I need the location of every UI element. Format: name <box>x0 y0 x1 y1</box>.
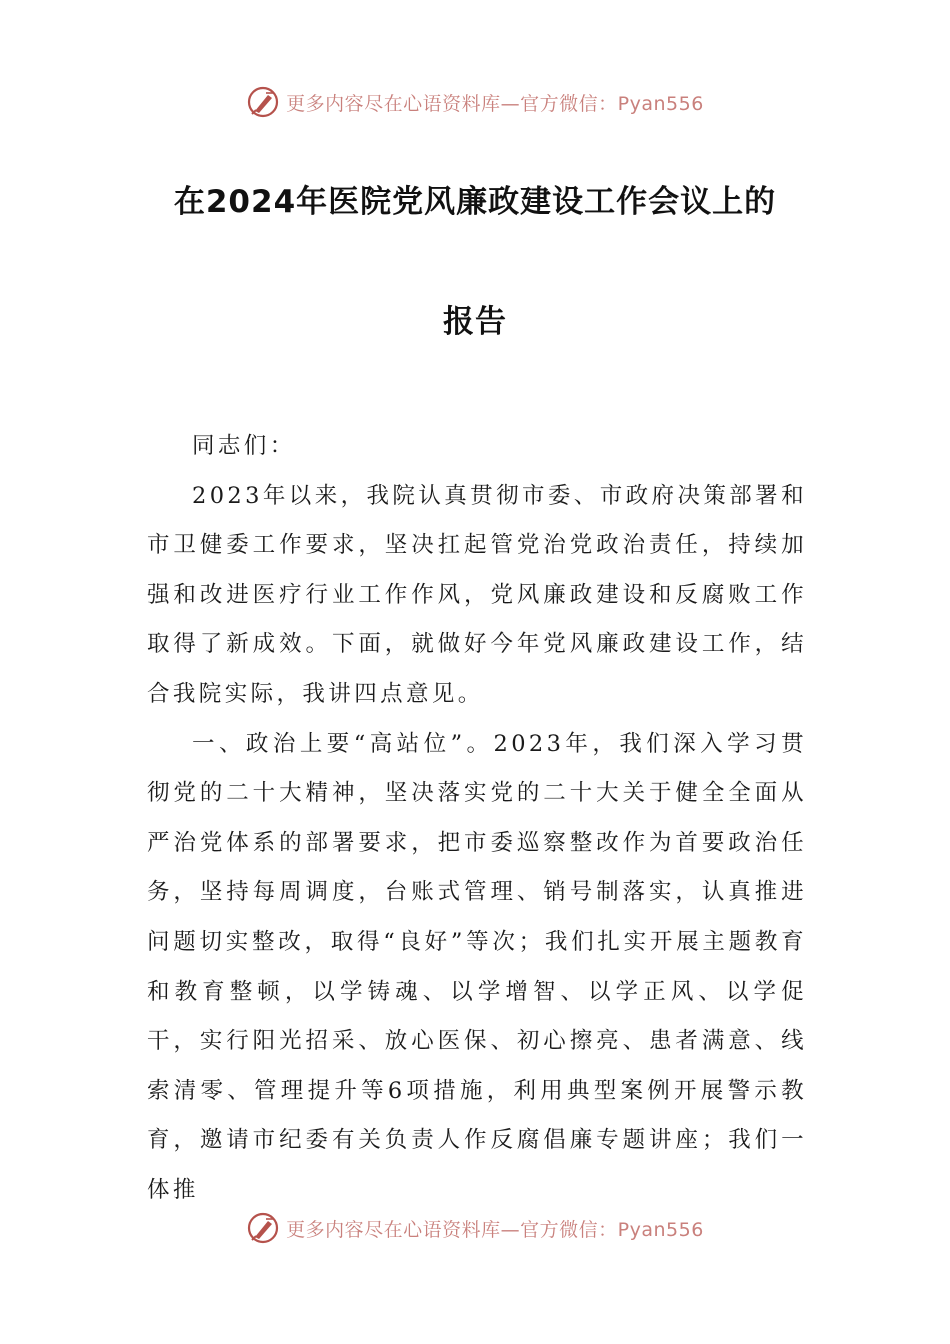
footer-watermark <box>0 1208 950 1248</box>
pen-nib-logo-icon <box>246 85 280 119</box>
watermark-text: 更多内容尽在心语资料库—官方微信：Pyan556 <box>286 92 704 115</box>
section-one-paragraph: 一、政治上要“高站位”。2023年，我们深入学习贯彻党的二十大精神，坚决落实党的二十大关于健全全面从严治党体系的部署要求，把市委巡察整改作为首要政治任务，坚持每周调度，台账式管理、销号制落实，认真推进问题切实整改，取得“良好”等次；我们扎实开展主题教育和教育整顿，以学铸魂、以学增智、以学正风、以学促干，实行阳光招采、放心医保、初心擦亮、患者满意、线索清零、管理提升等6项措施，利用典型案例开展警示教育，邀请市纪委有关负责人作反腐倡廉专题讲座；我们一体推 <box>147 730 807 1203</box>
watermark-text: 更多内容尽在心语资料库—官方微信：Pyan556 <box>286 1218 704 1241</box>
intro-paragraph: 2023年以来，我院认真贯彻市委、市政府决策部署和市卫健委工作要求，坚决扛起管党治党政治责任，持续加强和改进医疗行业工作作风，党风廉政建设和反腐败工作取得了新成效。下面，就做好今年党风廉政建设工作，结合我院实际，我讲四点意见。 <box>147 482 807 707</box>
header-watermark <box>0 82 950 122</box>
salutation-paragraph: 同志们： <box>192 433 296 459</box>
pen-nib-logo-icon <box>246 1211 280 1245</box>
document-body <box>147 422 807 1216</box>
document-title-line-2: 报告 <box>443 304 507 340</box>
document-title-line-1: 在2024年医院党风廉政建设工作会议上的 <box>173 184 777 220</box>
